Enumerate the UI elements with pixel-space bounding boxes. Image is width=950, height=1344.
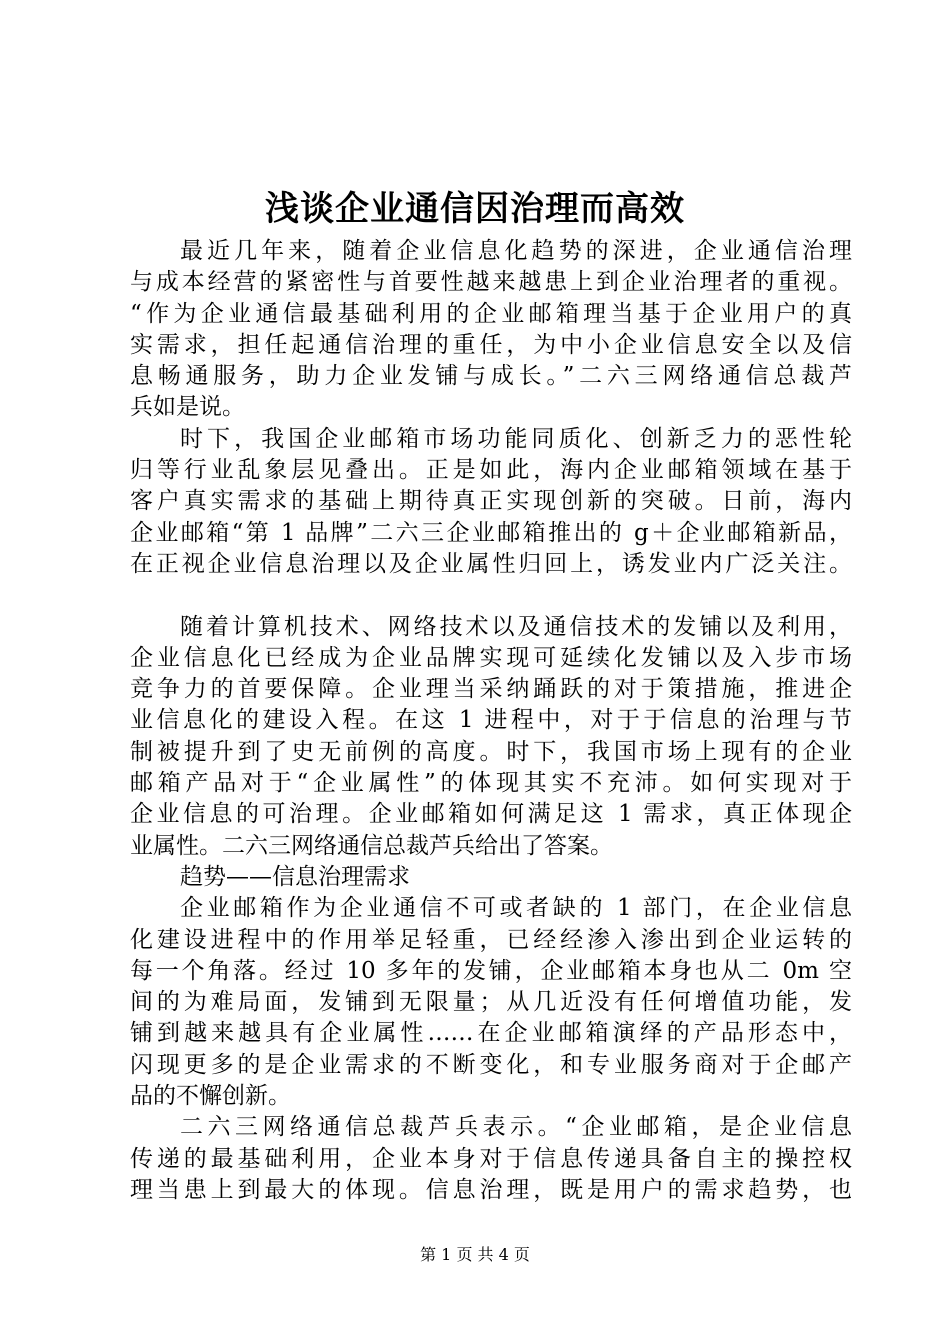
body-line: 息畅通服务，助力企业发铺与成长。”二六三网络通信总裁芦 [130, 363, 852, 390]
body-line: 企业信息的可治理。企业邮箱如何满足这 1 需求，真正体现企 [130, 801, 852, 828]
body-line: 企业邮箱作为企业通信不可或者缺的 1 部门，在企业信息 [180, 895, 852, 922]
section-heading: 趋势——信息治理需求 [180, 863, 410, 890]
body-line: 铺到越来越具有企业属性……在企业邮箱演绎的产品形态中， [130, 1020, 852, 1047]
body-line: 归等行业乱象层见叠出。正是如此，海内企业邮箱领域在基于 [130, 457, 852, 484]
body-line: 企业邮箱“第 1 品牌”二六三企业邮箱推出的 g＋企业邮箱新品， [130, 519, 852, 546]
body-line: 传递的最基础利用，企业本身对于信息传递具备自主的操控权 [130, 1145, 852, 1172]
body-line: 理当患上到最大的体现。信息治理，既是用户的需求趋势，也 [130, 1176, 852, 1203]
document-body [130, 236, 852, 1206]
body-line: 每一个角落。经过 10 多年的发铺，企业邮箱本身也从二 0m 空 [130, 957, 852, 984]
body-line: “作为企业通信最基础利用的企业邮箱理当基于企业用户的真 [130, 300, 852, 327]
body-line: 与成本经营的紧密性与首要性越来越患上到企业治理者的重视。 [130, 269, 852, 296]
body-line: 在正视企业信息治理以及企业属性归回上，诱发业内广泛关注。 [130, 550, 852, 577]
body-line: 实需求，担任起通信治理的重任，为中小企业信息安全以及信 [130, 331, 852, 358]
body-line: 邮箱产品对于“企业属性”的体现其实不充沛。如何实现对于 [130, 770, 852, 797]
body-line: 时下，我国企业邮箱市场功能同质化、创新乏力的恶性轮 [180, 425, 852, 452]
body-line: 客户真实需求的基础上期待真正实现创新的突破。日前，海内 [130, 488, 852, 515]
body-line: 制被提升到了史无前例的高度。时下，我国市场上现有的企业 [130, 738, 852, 765]
body-line: 业属性。二六三网络通信总裁芦兵给出了答案。 [130, 832, 613, 859]
body-line: 业信息化的建设入程。在这 1 进程中，对于于信息的治理与节 [130, 707, 852, 734]
body-line: 二六三网络通信总裁芦兵表示。“企业邮箱，是企业信息 [180, 1114, 852, 1141]
body-line: 竞争力的首要保障。企业理当采纳踊跃的对于策措施，推进企 [130, 676, 852, 703]
page-footer: 第 1 页 共 4 页 [420, 1245, 530, 1264]
body-line: 化建设进程中的作用举足轻重，已经经渗入渗出到企业运转的 [130, 926, 852, 953]
body-line: 企业信息化已经成为企业品牌实现可延续化发铺以及入步市场 [130, 644, 852, 671]
document-title: 浅谈企业通信因治理而高效 [265, 189, 685, 229]
paragraph-gap [130, 580, 852, 611]
body-line: 随着计算机技术、网络技术以及通信技术的发铺以及利用， [180, 613, 852, 640]
body-line: 最近几年来，随着企业信息化趋势的深进，企业通信治理 [180, 238, 852, 264]
body-line: 品的不懈创新。 [130, 1083, 291, 1110]
body-line: 间的为难局面，发铺到无限量；从几近没有任何增值功能，发 [130, 989, 852, 1016]
body-line: 闪现更多的是企业需求的不断变化，和专业服务商对于企邮产 [130, 1051, 852, 1078]
body-line: 兵如是说。 [130, 394, 245, 421]
